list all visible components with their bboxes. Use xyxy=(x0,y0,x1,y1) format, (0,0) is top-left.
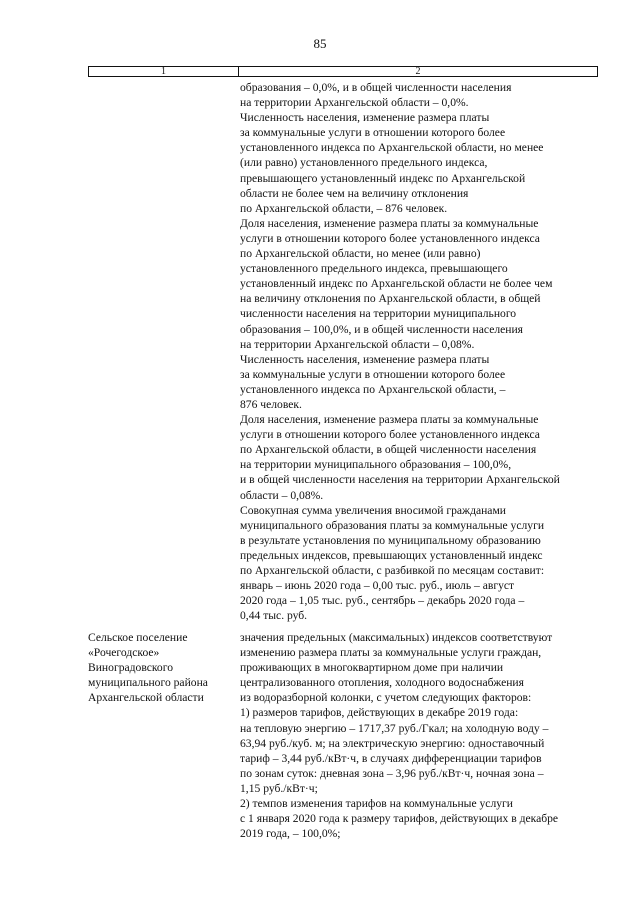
text-line: значения предельных (максимальных) индексов соответствуют xyxy=(240,631,553,644)
text-line: тариф – 3,44 руб./кВт·ч, в случаях дифференциации тарифов xyxy=(240,751,542,765)
text-line: Доля населения, изменение размера платы за коммунальные xyxy=(240,413,539,427)
text-line: на территории Архангельской области – 0,0%. xyxy=(240,96,469,110)
table-header-col-1: 1 xyxy=(89,67,239,76)
text-line: численности населения на территории муниципального xyxy=(240,307,517,321)
table-header-row xyxy=(88,66,598,77)
text-line: услуги в отношении которого более установленного индекса xyxy=(240,231,540,245)
municipality-name xyxy=(88,630,238,705)
page-number: 85 xyxy=(313,36,327,51)
text-line: области – 0,08%. xyxy=(240,488,324,502)
municipality-name-line: «Рочегодское» xyxy=(88,646,160,660)
text-line: 1,15 руб./кВт·ч; xyxy=(240,781,318,795)
text-line: на тепловую энергию – 1717,37 руб./Гкал; на холодную воду – xyxy=(240,721,549,735)
table-header-col-2: 2 xyxy=(415,66,421,77)
text-line: проживающих в многоквартирном доме при наличии xyxy=(240,661,504,675)
indicator-text-block-1 xyxy=(240,80,600,623)
indicator-text-block-2 xyxy=(240,630,600,841)
municipality-name-line: Сельское поселение xyxy=(88,631,188,644)
text-line: установленный индекс по Архангельской области не более чем xyxy=(240,277,553,291)
text-line: превышающего установленный индекс по Архангельской xyxy=(240,171,526,185)
text-line: централизованного отопления, холодного водоснабжения xyxy=(240,676,524,690)
text-line: образования – 0,0%, и в общей численности населения xyxy=(240,81,512,94)
text-line: 0,44 тыс. руб. xyxy=(240,609,308,623)
text-line: с 1 января 2020 года к размеру тарифов, действующих в декабре xyxy=(240,812,559,826)
text-line: за коммунальные услуги в отношении которого более xyxy=(240,367,506,381)
text-line: предельных индексов, превышающих установленный индекс xyxy=(240,548,543,562)
text-line: установленного индекса по Архангельской области, но менее xyxy=(240,141,544,155)
text-line: установленного индекса по Архангельской области, – xyxy=(240,382,506,396)
text-line: изменению размера платы за коммунальные услуги граждан, xyxy=(240,646,542,660)
text-line: в результате установления по муниципальному образованию xyxy=(240,533,541,547)
text-line: и в общей численности населения на территории Архангельской xyxy=(240,473,560,487)
text-line: установленного предельного индекса, превышающего xyxy=(240,262,508,276)
text-line: Численность населения, изменение размера платы xyxy=(240,352,490,366)
text-line: по Архангельской области, – 876 человек. xyxy=(240,201,448,215)
text-line: Совокупная сумма увеличения вносимой гражданами xyxy=(240,503,506,517)
text-line: Доля населения, изменение размера платы за коммунальные xyxy=(240,216,539,230)
text-line: Численность населения, изменение размера платы xyxy=(240,111,490,125)
municipality-name-line: Виноградовского xyxy=(88,661,173,675)
text-line: (или равно) установленного предельного индекса, xyxy=(240,156,488,170)
text-line: муниципального образования платы за коммунальные услуги xyxy=(240,518,545,532)
text-line: 2019 года, – 100,0%; xyxy=(240,827,341,841)
text-line: по зонам суток: дневная зона – 3,96 руб./кВт·ч, ночная зона – xyxy=(240,766,544,780)
text-line: услуги в отношении которого более установленного индекса xyxy=(240,428,540,442)
text-line: из водоразборной колонки, с учетом следующих факторов: xyxy=(240,691,532,705)
text-line: по Архангельской области, с разбивкой по месяцам составит: xyxy=(240,564,545,577)
text-line: по Архангельской области, в общей численности населения xyxy=(240,443,537,457)
text-line: на территории Архангельской области – 0,08%. xyxy=(240,337,475,351)
text-line: образования – 100,0%, и в общей численности населения xyxy=(240,322,524,336)
text-line: по Архангельской области, но менее (или равно) xyxy=(240,247,481,261)
text-line: январь – июнь 2020 года – 0,00 тыс. руб., июль – август xyxy=(240,579,515,593)
municipality-name-line: муниципального района xyxy=(88,676,208,690)
text-line: 876 человек. xyxy=(240,397,302,411)
text-line: за коммунальные услуги в отношении которого более xyxy=(240,126,506,140)
text-line: 2) темпов изменения тарифов на коммунальные услуги xyxy=(240,797,513,811)
text-line: 63,94 руб./куб. м; на электрическую энергию: одноставочный xyxy=(240,736,545,750)
text-line: области не более чем на величину отклонения xyxy=(240,186,469,200)
text-line: на величину отклонения по Архангельской области, в общей xyxy=(240,292,541,306)
text-line: 1) размеров тарифов, действующих в декабре 2019 года: xyxy=(240,706,519,720)
municipality-name-line: Архангельской области xyxy=(88,691,204,705)
text-line: 2020 года – 1,05 тыс. руб., сентябрь – декабрь 2020 года – xyxy=(240,594,525,608)
text-line: на территории муниципального образования – 100,0%, xyxy=(240,458,512,472)
